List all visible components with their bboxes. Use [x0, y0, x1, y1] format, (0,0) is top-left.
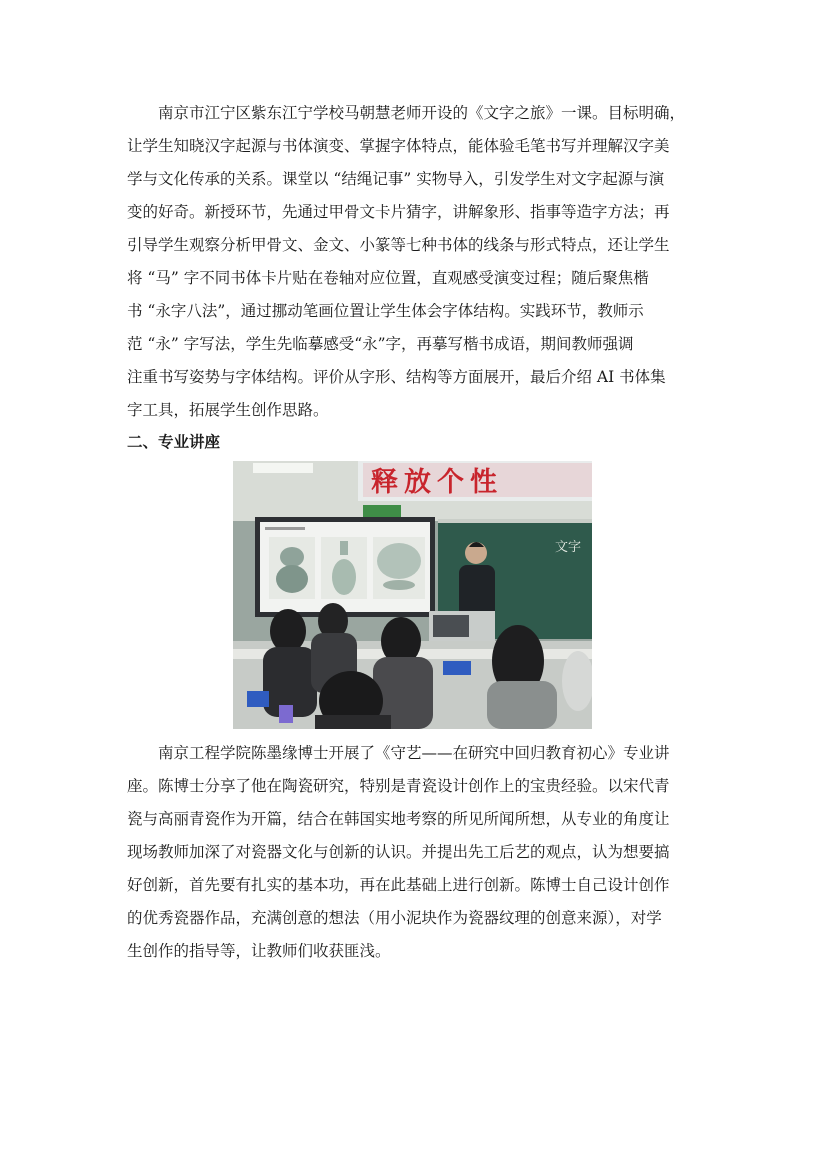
paragraph-line: 现场教师加深了对瓷器文化与创新的认识。并提出先工后艺的观点，认为想要搞: [127, 843, 670, 861]
paragraph-line: 座。陈博士分享了他在陶瓷研究，特别是青瓷设计创作上的宝贵经验。以宋代青: [127, 777, 670, 795]
section-heading: 二、专业讲座: [127, 433, 221, 451]
banner-text: 释放个性: [371, 467, 503, 498]
paragraph-line: 南京市江宁区紫东江宁学校马朝慧老师开设的《文字之旅》一课。目标明确，: [158, 104, 686, 122]
paragraph-line: 的优秀瓷器作品，充满创意的想法（用小泥块作为瓷器纹理的创意来源），对学: [127, 909, 662, 927]
paragraph-line: 范 “永” 字写法，学生先临摹感受“永”字，再摹写楷书成语，期间教师强调: [127, 335, 634, 353]
lecture-photo: [233, 461, 592, 729]
board-text: 文字: [555, 540, 582, 555]
paragraph-line: 将 “马” 字不同书体卡片贴在卷轴对应位置，直观感受演变过程；随后聚焦楷: [127, 269, 649, 287]
paragraph-line: 引导学生观察分析甲骨文、金文、小篆等七种书体的线条与形式特点，还让学生: [127, 236, 670, 254]
paragraph-line: 让学生知晓汉字起源与书体演变、掌握字体特点，能体验毛笔书写并理解汉字美: [127, 137, 670, 155]
paragraph-line: 变的好奇。新授环节，先通过甲骨文卡片猜字，讲解象形、指事等造字方法；再: [127, 203, 670, 221]
paragraph-line: 南京工程学院陈墨缘博士开展了《守艺——在研究中回归教育初心》专业讲: [158, 744, 670, 762]
paragraph-teaching-observation: [127, 97, 707, 427]
paragraph-line: 好创新，首先要有扎实的基本功，再在此基础上进行创新。陈博士自己设计创作: [127, 876, 670, 894]
paragraph-line: 书 “永字八法”，通过挪动笔画位置让学生体会字体结构。实践环节，教师示: [127, 302, 644, 320]
paragraph-lecture-summary: [127, 737, 707, 968]
paragraph-line: 学与文化传承的关系。课堂以 “结绳记事” 实物导入，引发学生对文字起源与演: [127, 170, 665, 188]
paragraph-line: 生创作的指导等，让教师们收获匪浅。: [127, 942, 391, 960]
paragraph-line: 瓷与高丽青瓷作为开篇，结合在韩国实地考察的所见所闻所想，从专业的角度让: [127, 810, 670, 828]
paragraph-line: 字工具，拓展学生创作思路。: [127, 401, 329, 419]
paragraph-line: 注重书写姿势与字体结构。评价从字形、结构等方面展开，最后介绍 AI 书体集: [127, 368, 666, 386]
